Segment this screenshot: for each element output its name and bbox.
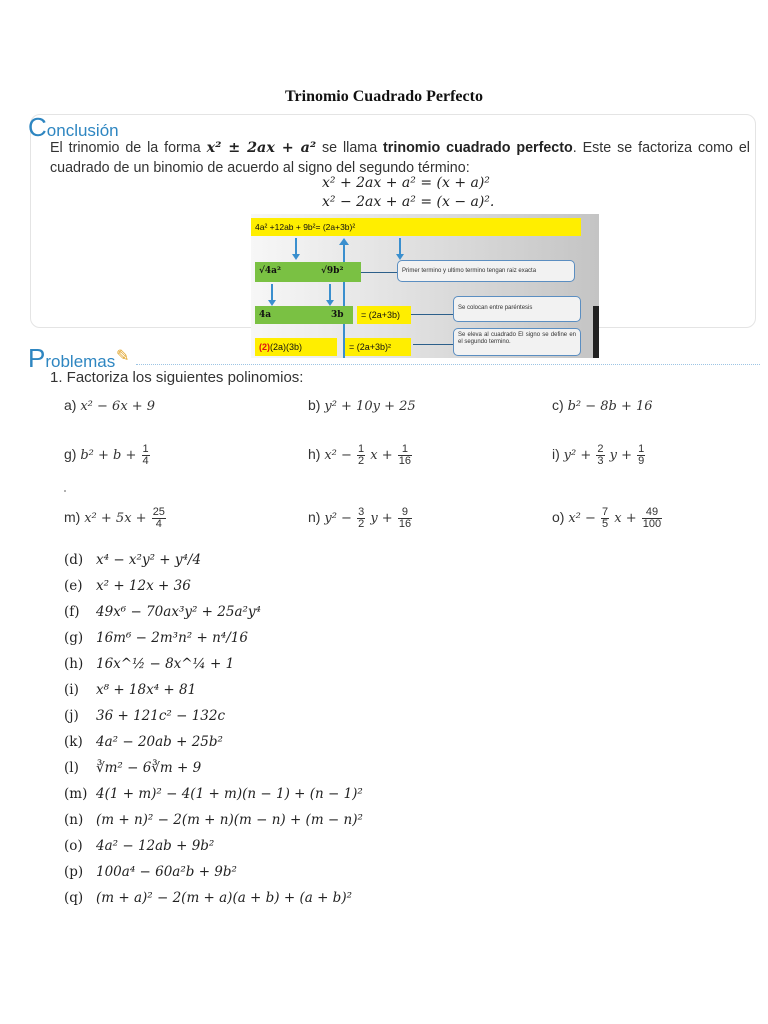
problem-label: o) — [552, 509, 569, 526]
latex-problem-expression: 4(1 + m)² − 4(1 + m)(n − 1) + (n − 1)² — [96, 786, 363, 802]
problem-expression: x² − — [324, 448, 357, 464]
latex-problem-expression: (m + a)² − 2(m + a)(a + b) + (a + b)² — [96, 890, 352, 906]
latex-problem-label: (n) — [64, 812, 84, 828]
latex-problem-p — [64, 859, 363, 885]
latex-problem-n — [64, 807, 363, 833]
conclusion-heading-rest: onclusión — [46, 121, 119, 140]
latex-problem-label: (f) — [64, 604, 80, 620]
problem-g — [64, 444, 151, 467]
pencil-icon: ✎ — [116, 348, 130, 365]
fraction-denominator: 16 — [398, 518, 412, 530]
latex-problem-f — [64, 599, 363, 625]
problem-m — [64, 507, 167, 530]
latex-problem-expression: 4a² − 12ab + 9b² — [96, 838, 215, 854]
fraction-denominator: 100 — [642, 518, 662, 530]
latex-problem-g — [64, 625, 363, 651]
fraction-numerator: 1 — [358, 443, 365, 455]
latex-problem-k — [64, 729, 363, 755]
conclusion-text-a: El trinomio de la forma — [50, 140, 207, 156]
result-final: = (2a+3b)² — [345, 338, 411, 356]
connector-2 — [411, 314, 455, 315]
fraction-denominator: 5 — [602, 518, 609, 530]
latex-problem-label: (l) — [64, 760, 79, 776]
latex-problem-expression: 100a⁴ − 60a²b + 9b² — [96, 864, 237, 880]
stray-dot — [64, 490, 66, 492]
problem-label: c) — [552, 397, 568, 413]
problems-heading-initial: P — [28, 343, 46, 373]
problem-label: a) — [64, 397, 81, 413]
latex-problem-m — [64, 781, 363, 807]
fraction-denominator: 2 — [358, 518, 365, 530]
conclusion-text-form: x² ± 2ax + a² — [206, 140, 317, 156]
problem-b — [308, 397, 416, 414]
problem-expression: x² − — [568, 511, 601, 527]
latex-problem-expression: 16x^½ − 8x^¼ + 1 — [96, 656, 235, 672]
formula-minus: x² − 2ax + a² = (x − a)². — [322, 194, 495, 210]
latex-problem-label: (e) — [64, 578, 83, 594]
problem-expression: y² − — [324, 511, 357, 527]
latex-problem-list — [64, 547, 363, 911]
latex-problem-label: (o) — [64, 838, 83, 854]
fraction-numerator: 49 — [642, 507, 662, 519]
problem-o — [552, 507, 663, 530]
fraction — [398, 444, 412, 467]
fraction-numerator: 7 — [602, 506, 609, 518]
fraction — [596, 444, 604, 467]
connector-3 — [413, 344, 455, 345]
fraction-numerator: 3 — [358, 506, 365, 518]
fraction — [357, 507, 365, 530]
fraction-denominator: 16 — [398, 455, 412, 467]
bottom-rest: (2a)(3b) — [270, 342, 303, 352]
problem-label: g) — [64, 446, 81, 463]
fraction — [357, 444, 365, 467]
fraction-denominator: 9 — [638, 455, 645, 467]
problem-h — [308, 444, 413, 467]
sqrt-right: √9b² — [317, 262, 361, 282]
latex-problem-label: (k) — [64, 734, 83, 750]
fraction-numerator: 1 — [398, 444, 412, 456]
problem-label: b) — [308, 397, 325, 413]
problem-expression: b² − 8b + 16 — [567, 399, 653, 414]
problems-instruction: 1. Factoriza los siguientes polinomios: — [50, 369, 304, 386]
latex-problem-expression: 4a² − 20ab + 25b² — [96, 734, 223, 750]
problem-c — [552, 397, 653, 414]
callout-parentheses: Se colocan entre paréntesis — [453, 296, 581, 322]
latex-problem-label: (g) — [64, 630, 84, 646]
problem-label: h) — [308, 446, 325, 463]
latex-problem-expression: x² + 12x + 36 — [96, 578, 191, 594]
conclusion-text-c: . Este se factoriza como el cuadrado de un binomio de acuerdo al signo del segundo término: — [50, 140, 750, 176]
problem-expression: y² + — [563, 448, 596, 464]
problem-expression-mid: y + — [366, 511, 397, 527]
fraction-numerator: 1 — [638, 443, 645, 455]
latex-problem-label: (i) — [64, 682, 79, 698]
problem-expression-mid: x + — [610, 511, 641, 527]
latex-problem-label: (j) — [64, 708, 79, 724]
fraction-denominator: 3 — [597, 455, 604, 467]
latex-problem-label: (p) — [64, 864, 84, 880]
formula-plus: x² + 2ax + a² = (x + a)² — [322, 175, 490, 191]
fraction-numerator: 1 — [142, 443, 149, 455]
bottom-prefix: (2) — [259, 342, 270, 352]
latex-problem-i — [64, 677, 363, 703]
latex-problem-expression: x⁴ − x²y² + y⁴/4 — [96, 552, 202, 568]
fraction — [642, 507, 662, 530]
problem-expression: x² + 5x + — [84, 511, 151, 527]
problem-expression: b² + b + — [80, 448, 141, 464]
conclusion-text-bold: trinomio cuadrado perfecto — [383, 140, 573, 156]
fraction — [637, 444, 645, 467]
problem-label: i) — [552, 446, 564, 463]
latex-problem-expression: 49x⁶ − 70ax³y² + 25a²y⁴ — [96, 604, 261, 620]
latex-problem-expression: 16m⁶ − 2m³n² + n⁴/16 — [96, 630, 248, 646]
fraction-numerator: 25 — [152, 506, 165, 518]
result-mid: = (2a+3b) — [357, 306, 411, 324]
latex-problem-j — [64, 703, 363, 729]
problem-n — [308, 507, 413, 530]
latex-problem-q — [64, 885, 363, 911]
sqrt-left: √4a² — [255, 262, 335, 282]
problem-expression-mid: y + — [605, 448, 637, 464]
root-right: 3b — [327, 306, 353, 324]
callout-square: Se eleva al cuadrado El signo se define en el segundo termino. — [453, 328, 581, 356]
latex-problem-l — [64, 755, 363, 781]
fraction — [152, 507, 166, 530]
fraction-denominator: 4 — [142, 455, 149, 467]
latex-problem-d — [64, 547, 363, 573]
latex-problem-o — [64, 833, 363, 859]
bottom-bar — [255, 338, 337, 356]
diagram-edge — [593, 306, 599, 358]
latex-problem-label: (h) — [64, 656, 84, 672]
problem-label: n) — [308, 509, 325, 526]
fraction-denominator: 2 — [358, 455, 365, 467]
fraction-numerator: 2 — [597, 443, 604, 455]
problem-expression-mid: x + — [366, 448, 397, 464]
connector-1 — [361, 272, 401, 273]
latex-problem-label: (m) — [64, 786, 88, 802]
page-title: Trinomio Cuadrado Perfecto — [285, 88, 483, 105]
latex-problem-expression: ∛m² − 6∛m + 9 — [96, 760, 202, 776]
conclusion-text-b: se llama — [316, 140, 384, 156]
fraction-denominator: 4 — [155, 518, 162, 530]
root-left: 4a — [255, 306, 353, 324]
problem-a — [64, 397, 155, 414]
fraction-numerator: 9 — [398, 507, 412, 519]
problem-expression: x² − 6x + 9 — [80, 399, 156, 414]
latex-problem-h — [64, 651, 363, 677]
latex-problem-label: (q) — [64, 890, 84, 906]
problem-i — [552, 444, 646, 467]
latex-problem-expression: 36 + 121c² − 132c — [96, 708, 226, 724]
latex-problem-label: (d) — [64, 552, 84, 568]
diagram-top-bar: 4a² +12ab + 9b²= (2a+3b)² — [251, 218, 581, 236]
problem-expression: y² + 10y + 25 — [324, 399, 416, 414]
callout-exact-root: Primer termino y ultimo termino tengan raiz exacta — [397, 260, 575, 282]
arrow-down-icon — [292, 254, 300, 260]
fraction — [142, 444, 150, 467]
conclusion-heading-initial: C — [28, 112, 47, 142]
arrow-up-icon — [339, 238, 349, 245]
latex-problem-e — [64, 573, 363, 599]
problems-heading-rest: roblemas — [45, 352, 116, 371]
fraction — [398, 507, 412, 530]
problems-divider — [136, 364, 760, 365]
conclusion-text — [50, 138, 750, 178]
latex-problem-expression: (m + n)² − 2(m + n)(m − n) + (m − n)² — [96, 812, 363, 828]
fraction — [601, 507, 609, 530]
latex-problem-expression: x⁸ + 18x⁴ + 81 — [96, 682, 197, 698]
factoring-diagram — [251, 214, 599, 358]
problem-label: m) — [64, 509, 85, 526]
